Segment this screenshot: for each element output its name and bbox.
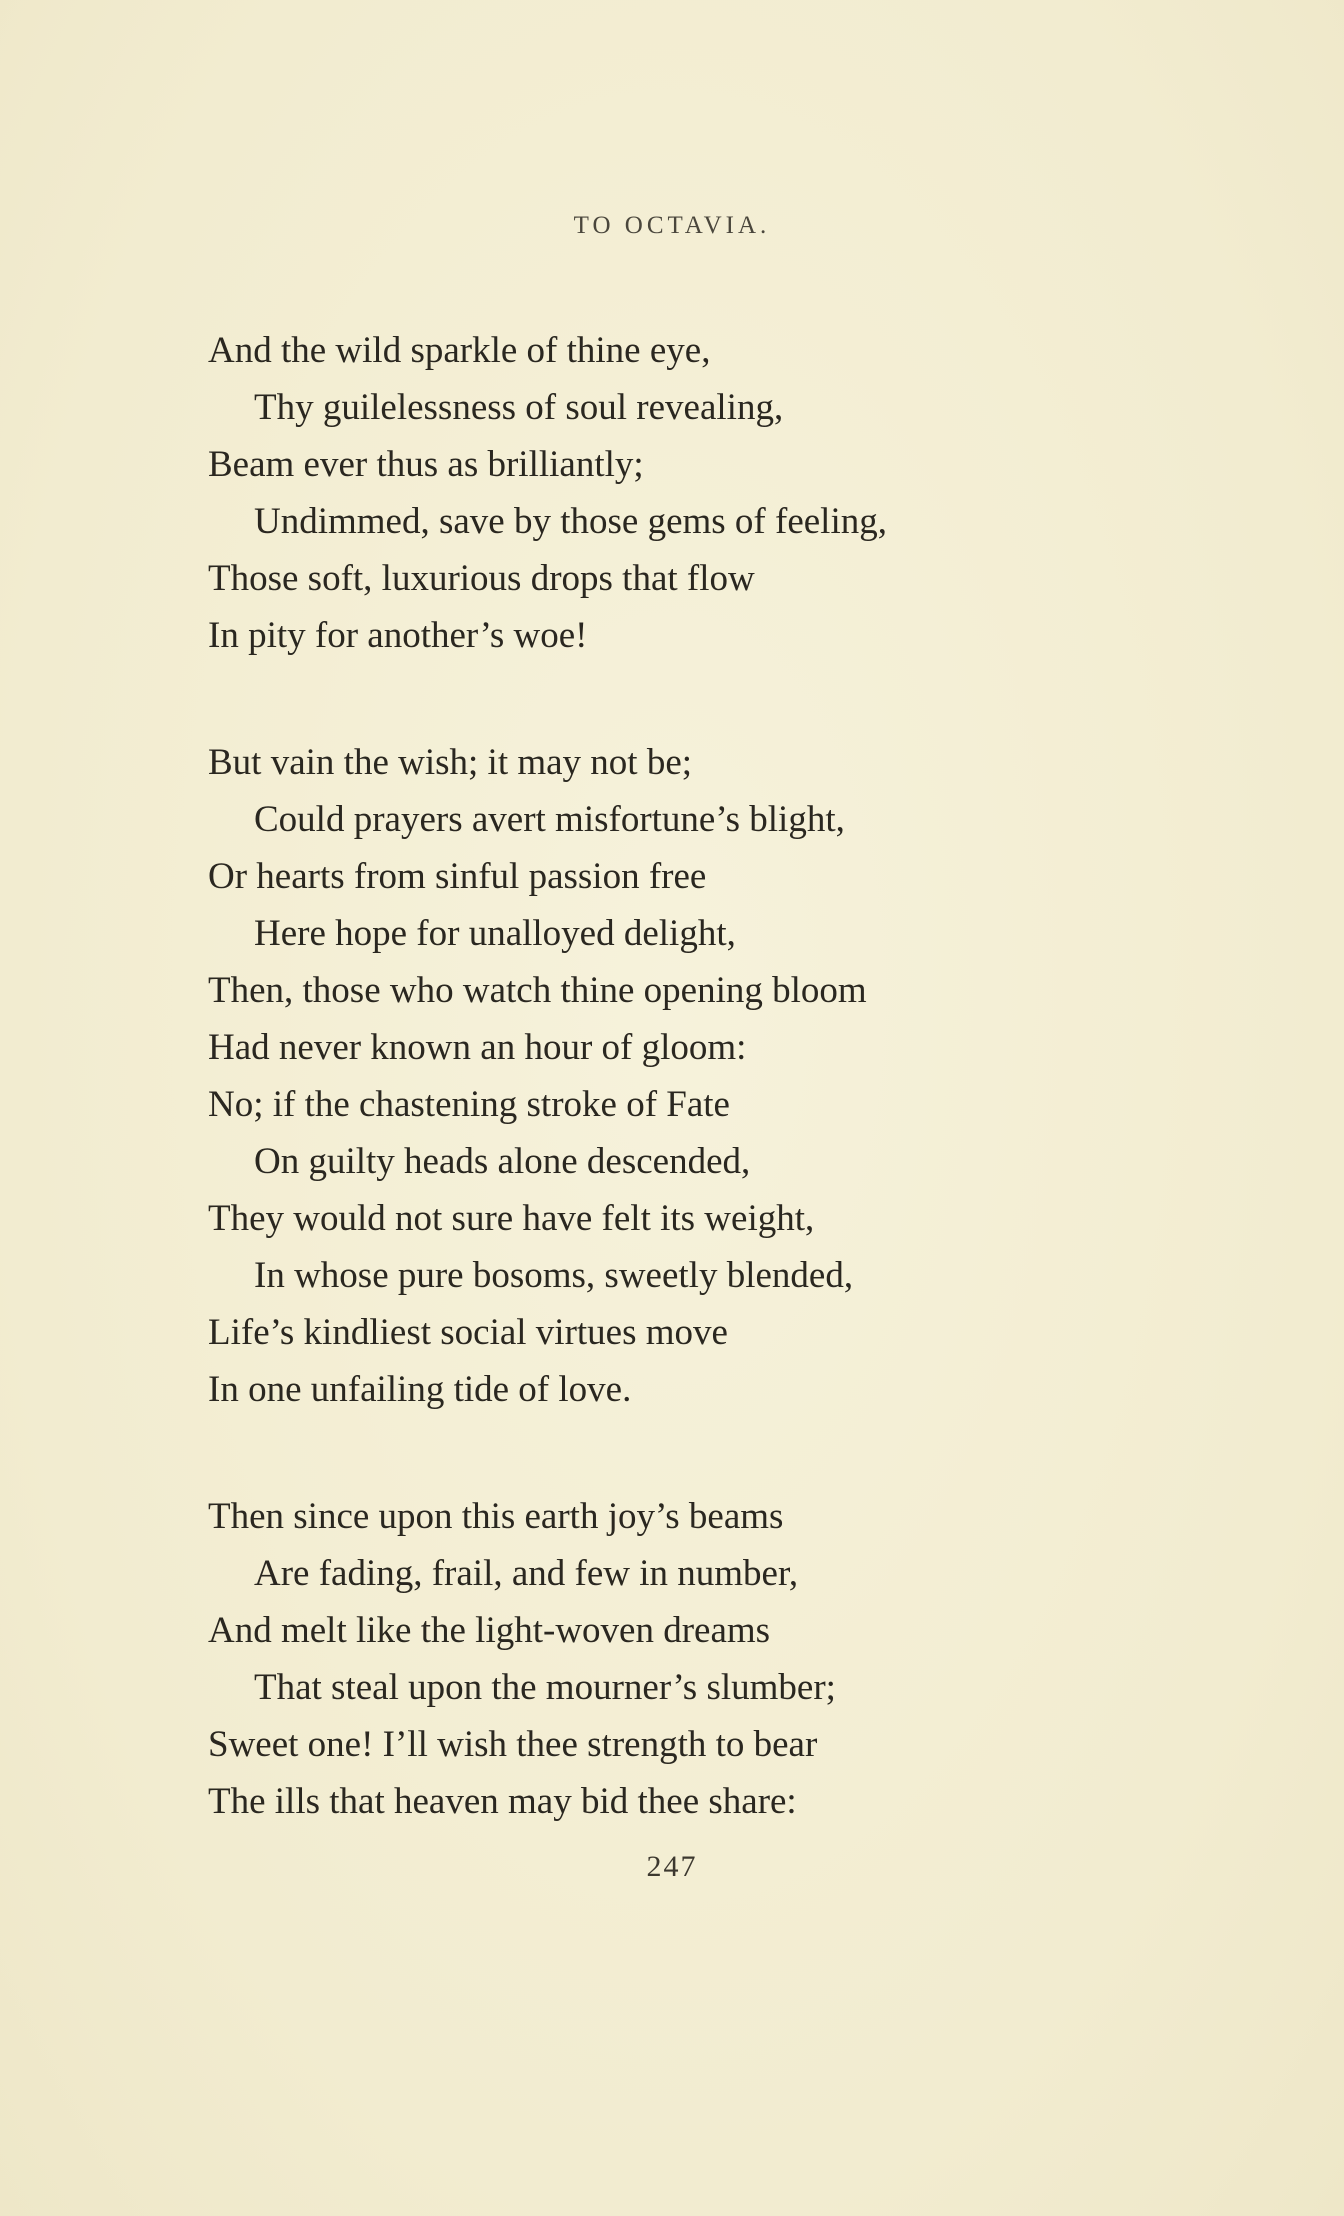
poem-line: Then since upon this earth joy’s beams xyxy=(208,1496,784,1537)
poem-line: Are fading, frail, and few in number, xyxy=(254,1553,799,1594)
poem-line: No; if the chastening stroke of Fate xyxy=(208,1084,730,1125)
poem-line: On guilty heads alone descended, xyxy=(254,1141,751,1182)
poem-line: Life’s kindliest social virtues move xyxy=(208,1312,728,1353)
poem-line: Could prayers avert misfortune’s blight, xyxy=(254,799,845,840)
running-head: TO OCTAVIA. xyxy=(573,212,771,239)
poem-line: But vain the wish; it may not be; xyxy=(208,742,693,783)
poem-line: Or hearts from sinful passion free xyxy=(208,856,707,897)
poem-line: Then, those who watch thine opening bloom xyxy=(208,970,867,1011)
poem-line: In whose pure bosoms, sweetly blended, xyxy=(254,1255,854,1296)
poem-line: Undimmed, save by those gems of feeling, xyxy=(254,501,887,542)
stanza-break xyxy=(208,1418,1108,1488)
poem-line: Those soft, luxurious drops that flow xyxy=(208,558,755,599)
stanza xyxy=(208,734,1108,1418)
poem-line: The ills that heaven may bid thee share: xyxy=(208,1781,797,1822)
stanza xyxy=(208,1488,1108,1830)
stanza-break xyxy=(208,664,1108,734)
poem xyxy=(208,322,1108,1830)
poem-line: Beam ever thus as brilliantly; xyxy=(208,444,644,485)
poem-line: And the wild sparkle of thine eye, xyxy=(208,330,711,371)
poem-line: Sweet one! I’ll wish thee strength to bear xyxy=(208,1724,818,1765)
poem-line: And melt like the light-woven dreams xyxy=(208,1610,771,1651)
poem-line: In one unfailing tide of love. xyxy=(208,1369,632,1410)
poem-line: Had never known an hour of gloom: xyxy=(208,1027,747,1068)
poem-line: In pity for another’s woe! xyxy=(208,615,588,656)
poem-line: Here hope for unalloyed delight, xyxy=(254,913,736,954)
poem-line: That steal upon the mourner’s slumber; xyxy=(254,1667,836,1708)
page-number: 247 xyxy=(646,1850,698,1883)
poem-line: Thy guilelessness of soul revealing, xyxy=(254,387,784,428)
poem-line: They would not sure have felt its weight, xyxy=(208,1198,815,1239)
stanza xyxy=(208,322,1108,664)
